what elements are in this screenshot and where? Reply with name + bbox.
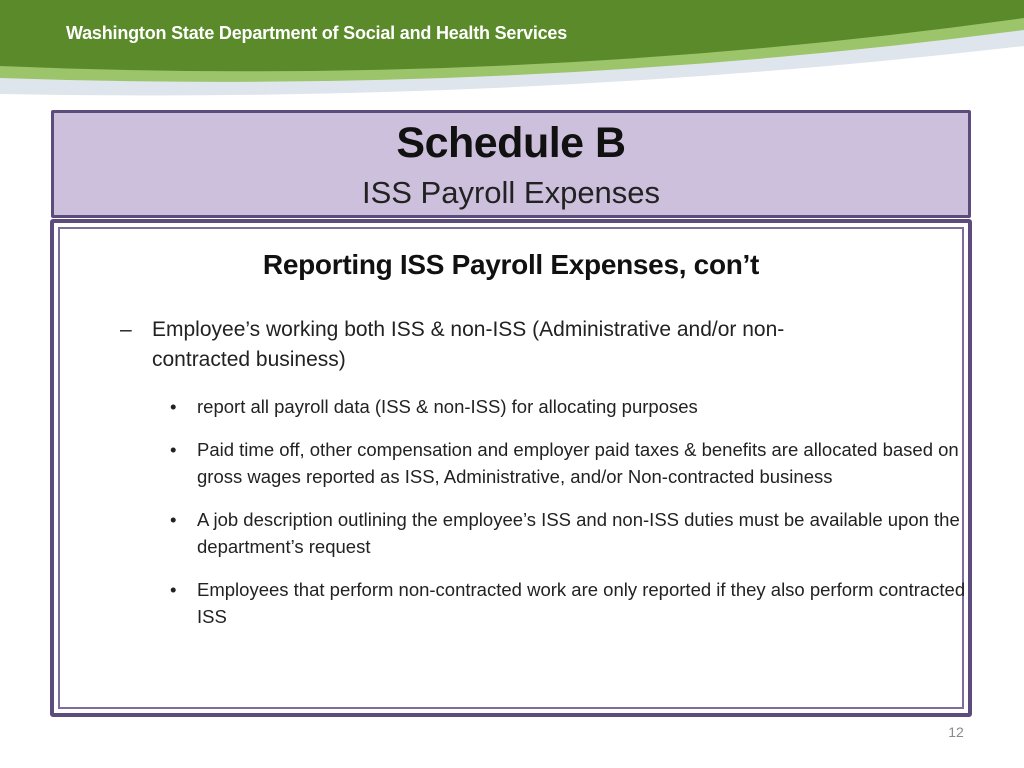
bullet-item — [170, 436, 970, 490]
bullet-item — [170, 506, 970, 560]
bullet-text: A job description outlining the employee’s ISS and non-ISS duties must be available upon the department’s request — [197, 509, 960, 557]
level1-text: Employee’s working both ISS & non-ISS (Administrative and/or non-contracted business) — [152, 318, 785, 371]
slide-title: Schedule B — [396, 119, 626, 167]
dash-marker: – — [120, 318, 132, 341]
bullet-list — [170, 393, 970, 646]
content-inner-frame — [58, 227, 964, 709]
bullet-marker: • — [170, 439, 177, 460]
bullet-item — [170, 576, 970, 630]
bullet-marker: • — [170, 579, 177, 600]
level1-item — [120, 315, 880, 375]
bullet-item — [170, 393, 970, 420]
title-box — [51, 110, 971, 218]
bullet-marker: • — [170, 509, 177, 530]
page-number: 12 — [948, 724, 964, 740]
organization-name: Washington State Department of Social and Health Services — [66, 23, 568, 43]
header-banner — [0, 0, 1024, 100]
bullet-marker: • — [170, 396, 177, 417]
content-heading: Reporting ISS Payroll Expenses, con’t — [262, 249, 760, 280]
content-panel — [50, 219, 972, 717]
bullet-text: report all payroll data (ISS & non-ISS) for allocating purposes — [197, 396, 698, 417]
bullet-text: Employees that perform non-contracted work are only reported if they also perform contracted ISS — [197, 579, 966, 627]
bullet-text: Paid time off, other compensation and employer paid taxes & benefits are allocated based on gross wages reported as ISS, Administrative, and/or Non-contracted business — [197, 439, 959, 487]
slide-subtitle: ISS Payroll Expenses — [361, 175, 661, 210]
